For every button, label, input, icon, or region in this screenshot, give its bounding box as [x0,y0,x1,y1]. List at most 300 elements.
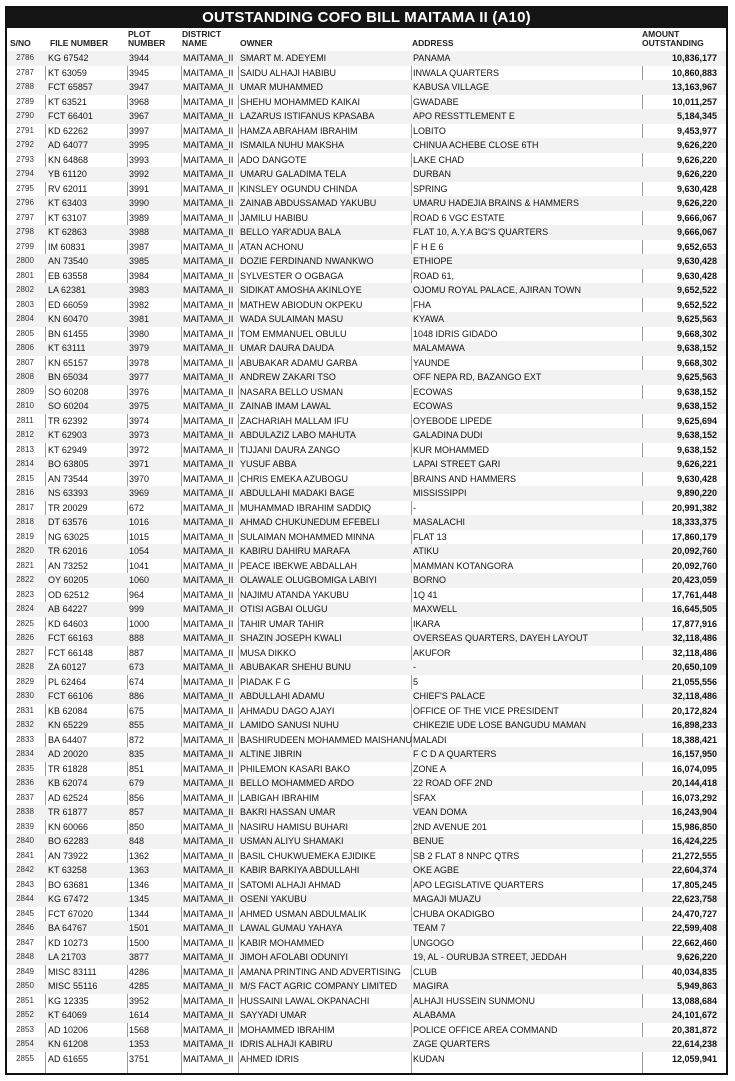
cell-owner: LAWAL GUMAU YAHAYA [240,923,343,933]
cell-file-number: AN 73540 [48,256,89,266]
cell-plot-number: 675 [129,705,145,716]
cell-amount-outstanding: 22,599,408 [671,923,717,933]
cell-address: LAPAI STREET GARI [413,459,501,469]
table-row [7,530,726,545]
cell-amount-outstanding: 9,626,220 [676,169,717,179]
table-row [7,399,726,414]
table-row [7,225,726,240]
cell-amount-outstanding: 9,666,067 [676,212,717,223]
cell-file-number: AB 64227 [48,604,88,614]
cell-district-name: MAITAMA_II [183,807,234,817]
cell-district-name: MAITAMA_II [183,53,234,63]
table-row [7,153,726,168]
cell-amount-outstanding: 9,626,220 [676,154,717,165]
cell-file-number: ZA 60127 [48,662,87,672]
table-row [7,1023,726,1038]
table-row [7,515,726,530]
cell-owner: AMANA PRINTING AND ADVERTISING [240,966,401,977]
header-district-line2: NAME [182,38,208,48]
cell-plot-number: 3984 [129,270,150,281]
table-row [7,631,726,646]
cell-amount-outstanding: 9,638,152 [676,444,717,455]
cell-serial-number: 2791 [16,125,34,135]
cell-address: BRAINS AND HAMMERS [413,473,517,484]
cell-plot-number: 1362 [129,850,150,861]
cell-amount-outstanding: 20,092,760 [671,560,717,571]
cell-district-name: MAITAMA_II [183,299,234,310]
cell-address: CHUBA OKADIGBO [413,908,495,919]
cell-plot-number: 3979 [129,343,150,353]
cell-district-name: MAITAMA_II [183,212,234,223]
cell-district-name: MAITAMA_II [183,560,234,571]
cell-serial-number: 2810 [16,401,34,410]
cell-district-name: MAITAMA_II [183,270,234,281]
cell-serial-number: 2843 [16,879,34,889]
cell-amount-outstanding: 9,453,977 [676,125,717,136]
cell-owner: HUSSAINI LAWAL OKPANACHI [240,995,370,1006]
cell-file-number: FCT 67020 [48,908,93,919]
cell-district-name: MAITAMA_II [183,1024,234,1035]
table-row [7,240,726,255]
cell-file-number: BO 62283 [48,836,89,846]
table-row [7,298,726,313]
cell-address: MASALACHI [413,517,466,527]
cell-address: PANAMA [413,53,451,63]
table-row [7,776,726,791]
cell-serial-number: 2854 [16,1039,34,1048]
cell-plot-number: 3968 [129,96,150,107]
cell-amount-outstanding: 5,184,345 [676,111,717,121]
table-row [7,617,726,632]
cell-amount-outstanding: 20,423,059 [671,575,717,585]
cell-address: YAUNDE [413,357,450,368]
table-row [7,457,726,472]
table-row [7,51,726,66]
cell-amount-outstanding: 9,630,428 [676,473,717,484]
cell-district-name: MAITAMA_II [183,705,234,716]
cell-address: BORNO [413,575,447,585]
cell-district-name: MAITAMA_II [183,415,234,426]
cell-owner: YUSUF ABBA [240,459,297,469]
cell-serial-number: 2794 [16,169,34,178]
cell-district-name: MAITAMA_II [183,734,234,745]
cell-owner: BASIL CHUKWUEMEKA EJIDIKE [240,850,376,861]
cell-amount-outstanding: 16,073,292 [671,792,717,803]
cell-address: 5 [413,676,419,687]
cell-amount-outstanding: 20,650,109 [671,662,717,672]
cell-address: VEAN DOMA [413,807,468,817]
cell-plot-number: 3967 [129,111,150,121]
header-amount [642,30,704,48]
cell-amount-outstanding: 9,630,428 [676,270,717,281]
cell-owner: BASHIRUDEEN MOHAMMED MAISHANU [240,734,412,745]
cell-district-name: MAITAMA_II [183,981,234,991]
cell-district-name: MAITAMA_II [183,937,234,948]
cell-serial-number: 2804 [16,314,34,323]
cell-serial-number: 2822 [16,575,34,584]
cell-plot-number: 835 [129,749,145,759]
cell-owner: BELLO YAR'ADUA BALA [240,227,341,237]
cell-amount-outstanding: 9,630,428 [676,256,717,266]
table-row [7,863,726,878]
cell-serial-number: 2800 [16,256,34,265]
cell-district-name: MAITAMA_II [183,140,234,150]
cell-file-number: KT 63521 [48,96,87,107]
cell-serial-number: 2838 [16,807,34,816]
cell-serial-number: 2841 [16,850,34,860]
cell-district-name: MAITAMA_II [183,386,234,397]
cell-serial-number: 2828 [16,662,34,671]
cell-file-number: FCT 66148 [48,647,93,658]
cell-file-number: AN 73252 [48,560,89,571]
cell-address: IKARA [413,618,441,629]
cell-plot-number: 1500 [129,937,150,948]
cell-file-number: MISC 55116 [48,981,98,991]
header-district-line1: DISTRICT [182,29,222,39]
header-file-number: FILE NUMBER [50,38,109,48]
cell-serial-number: 2802 [16,285,34,294]
header-plot [128,30,165,48]
cell-district-name: MAITAMA_II [183,749,234,759]
cell-file-number: TR 62016 [48,546,88,556]
cell-file-number: KN 61208 [48,1039,89,1049]
cell-file-number: KT 62863 [48,227,87,237]
cell-amount-outstanding: 9,638,152 [676,401,717,411]
cell-owner: ATAN ACHONU [240,241,304,252]
cell-address: SPRING [413,183,448,194]
cell-district-name: MAITAMA_II [183,691,234,701]
cell-plot-number: 1344 [129,908,150,919]
cell-amount-outstanding: 10,860,883 [671,67,717,78]
cell-serial-number: 2796 [16,198,34,207]
cell-owner: SULAIMAN MOHAMMED MINNA [240,531,375,542]
cell-file-number: SO 60204 [48,401,89,411]
cell-plot-number: 3945 [129,67,150,78]
cell-amount-outstanding: 9,625,563 [676,314,717,324]
table-row [7,254,726,269]
cell-address: SB 2 FLAT 8 NNPC QTRS [413,850,520,861]
cell-address: - [413,502,416,513]
cell-owner: SHAZIN JOSEPH KWALI [240,633,342,643]
table-row [7,747,726,762]
cell-serial-number: 2849 [16,966,34,976]
cell-file-number: MISC 83111 [48,966,97,977]
cell-plot-number: 679 [129,778,145,788]
cell-file-number: NG 63025 [48,531,90,542]
cell-serial-number: 2839 [16,821,34,831]
cell-file-number: FCT 66163 [48,633,93,643]
cell-amount-outstanding: 20,172,824 [671,705,717,716]
table-row [7,443,726,458]
cell-amount-outstanding: 9,638,152 [676,430,717,440]
cell-owner: JAMILU HABIBU [240,212,309,223]
cell-file-number: TR 61828 [48,763,88,774]
cell-district-name: MAITAMA_II [183,1010,234,1020]
cell-file-number: KD 64603 [48,618,89,629]
table-row [7,414,726,429]
cell-plot-number: 1000 [129,618,150,629]
cell-amount-outstanding: 10,011,257 [672,96,717,107]
cell-owner: ADO DANGOTE [240,154,307,165]
cell-plot-number: 1016 [129,517,150,527]
cell-serial-number: 2851 [16,995,34,1005]
cell-district-name: MAITAMA_II [183,67,234,78]
cell-serial-number: 2789 [16,96,34,106]
cell-plot-number: 3974 [129,415,150,426]
cell-owner: UMAR DAURA DAUDA [240,343,335,353]
cell-address: GWADABE [413,96,459,107]
cell-owner: AHMAD CHUKUNEDUM EFEBELI [240,517,380,527]
cell-file-number: AD 64077 [48,140,89,150]
cell-district-name: MAITAMA_II [183,183,234,194]
cell-serial-number: 2832 [16,720,34,729]
cell-owner: SATOMI ALHAJI AHMAD [240,879,341,890]
cell-owner: PHILEMON KASARI BAKO [240,763,351,774]
cell-file-number: NS 63393 [48,488,89,498]
cell-amount-outstanding: 22,614,238 [671,1039,717,1049]
cell-amount-outstanding: 13,088,684 [671,995,717,1006]
cell-address: MISSISSIPPI [413,488,467,498]
cell-serial-number: 2824 [16,604,34,613]
cell-address: CHINUA ACHEBE CLOSE 6TH [413,140,539,150]
cell-owner: CHRIS EMEKA AZUBOGU [240,473,349,484]
table-row [7,472,726,487]
cell-file-number: YB 61120 [48,169,87,179]
cell-address: ETHIOPE [413,256,453,266]
cell-address: OJOMU ROYAL PALACE, AJIRAN TOWN [413,285,582,295]
cell-owner: USMAN ALIYU SHAMAKI [240,836,344,846]
cell-district-name: MAITAMA_II [183,821,234,832]
cell-amount-outstanding: 9,626,221 [676,459,717,469]
cell-file-number: TR 62392 [48,415,88,426]
cell-district-name: MAITAMA_II [183,285,234,295]
cell-plot-number: 1345 [129,894,150,904]
cell-file-number: KN 60066 [48,821,89,832]
cell-serial-number: 2806 [16,343,34,352]
cell-owner: ZAINAB ABDUSSAMAD YAKUBU [240,198,377,208]
cell-serial-number: 2809 [16,386,34,396]
cell-address: APO LEGISLATIVE QUARTERS [413,879,544,890]
cell-owner: OLAWALE OLUGBOMIGA LABIYI [240,575,377,585]
cell-address: OYEBODE LIPEDE [413,415,493,426]
cell-plot-number: 4286 [129,966,150,977]
cell-file-number: KG 12335 [48,995,89,1006]
cell-amount-outstanding: 9,668,302 [676,357,717,368]
cell-serial-number: 2795 [16,183,34,193]
table-row [7,762,726,777]
cell-district-name: MAITAMA_II [183,908,234,919]
cell-file-number: IM 60831 [48,241,86,252]
cell-serial-number: 2830 [16,691,34,700]
table-row [7,109,726,124]
cell-owner: KABIR BARKIYA ABDULLAHI [240,865,360,875]
cell-file-number: KD 62262 [48,125,89,136]
cell-address: POLICE OFFICE AREA COMMAND [413,1024,558,1035]
cell-owner: KABIR MOHAMMED [240,937,325,948]
cell-plot-number: 3973 [129,430,150,440]
cell-serial-number: 2805 [16,328,34,338]
cell-serial-number: 2847 [16,937,34,947]
cell-district-name: MAITAMA_II [183,459,234,469]
cell-address: OFFICE OF THE VICE PRESIDENT [413,705,559,716]
cell-address: ALHAJI HUSSEIN SUNMONU [413,995,536,1006]
cell-serial-number: 2790 [16,111,34,120]
cell-district-name: MAITAMA_II [183,227,234,237]
header-plot-line2: NUMBER [128,38,166,48]
cell-plot-number: 888 [129,633,145,643]
cell-plot-number: 3982 [129,299,150,310]
cell-district-name: MAITAMA_II [183,589,234,600]
cell-amount-outstanding: 9,626,220 [676,198,717,208]
cell-address: ECOWAS [413,401,453,411]
cell-serial-number: 2855 [16,1053,34,1063]
cell-file-number: ED 66059 [48,299,89,310]
cell-amount-outstanding: 17,877,916 [671,618,717,629]
table-row [7,501,726,516]
cell-plot-number: 855 [129,720,145,730]
document-title: OUTSTANDING COFO BILL MAITAMA II (A10) [7,8,726,28]
cell-owner: IDRIS ALHAJI KABIRU [240,1039,333,1049]
cell-owner: NAJIMU ATANDA YAKUBU [240,589,349,600]
cell-owner: ANDREW ZAKARI TSO [240,372,336,382]
cell-owner: ZAINAB IMAM LAWAL [240,401,331,411]
cell-amount-outstanding: 32,118,486 [672,647,717,658]
cell-serial-number: 2818 [16,517,34,526]
cell-serial-number: 2842 [16,865,34,874]
cell-file-number: KT 62949 [48,444,87,455]
cell-file-number: TR 61877 [48,807,88,817]
table-row [7,907,726,922]
cell-plot-number: 1060 [129,575,150,585]
cell-plot-number: 3952 [129,995,150,1006]
cell-plot-number: 856 [129,792,145,803]
cell-amount-outstanding: 32,118,486 [672,633,717,643]
cell-amount-outstanding: 18,333,375 [671,517,717,527]
cell-serial-number: 2821 [16,560,34,570]
cell-serial-number: 2816 [16,488,34,497]
cell-owner: PIADAK F G [240,676,291,687]
cell-serial-number: 2833 [16,734,34,744]
cell-owner: ZACHARIAH MALLAM IFU [240,415,349,426]
cell-serial-number: 2792 [16,140,34,149]
cell-serial-number: 2819 [16,531,34,541]
cell-serial-number: 2823 [16,589,34,599]
cell-address: F C D A QUARTERS [413,749,497,759]
cell-plot-number: 4285 [129,981,150,991]
cell-owner: KINSLEY OGUNDU CHINDA [240,183,358,194]
cell-address: ZONE A [413,763,447,774]
cell-serial-number: 2853 [16,1024,34,1034]
cell-amount-outstanding: 9,626,220 [676,140,717,150]
cell-owner: WADA SULAIMAN MASU [240,314,344,324]
cell-owner: ABUBAKAR SHEHU BUNU [240,662,352,672]
cell-owner: MOHAMMED IBRAHIM [240,1024,335,1035]
cell-district-name: MAITAMA_II [183,357,234,368]
cell-district-name: MAITAMA_II [183,647,234,658]
cell-plot-number: 3969 [129,488,150,498]
header-district [182,30,221,48]
cell-file-number: KT 63107 [48,212,87,223]
table-row [7,559,726,574]
cell-owner: PEACE IBEKWE ABDALLAH [240,560,358,571]
cell-plot-number: 3980 [129,328,150,339]
cell-address: KUDAN [413,1053,445,1064]
cell-amount-outstanding: 9,638,152 [676,343,717,353]
cell-serial-number: 2786 [16,53,34,62]
cell-district-name: MAITAMA_II [183,546,234,556]
cell-district-name: MAITAMA_II [183,401,234,411]
cell-address: MAGIRA [413,981,449,991]
table-row [7,994,726,1009]
cell-amount-outstanding: 17,761,448 [671,589,717,600]
cell-serial-number: 2829 [16,676,34,686]
cell-serial-number: 2846 [16,923,34,932]
cell-address: 19, AL - OURUBJA STREET, JEDDAH [413,952,567,962]
cell-district-name: MAITAMA_II [183,430,234,440]
cell-plot-number: 3978 [129,357,150,368]
cell-amount-outstanding: 15,986,850 [671,821,717,832]
cell-plot-number: 848 [129,836,145,846]
cell-address: 2ND AVENUE 201 [413,821,487,832]
cell-serial-number: 2803 [16,299,34,309]
cell-amount-outstanding: 12,059,941 [671,1053,717,1064]
cell-amount-outstanding: 20,991,382 [671,502,717,513]
cell-amount-outstanding: 24,101,672 [671,1010,717,1020]
cell-district-name: MAITAMA_II [183,604,234,614]
cell-address: INWALA QUARTERS [413,67,500,78]
cell-plot-number: 872 [129,734,145,745]
cell-address: FLAT 13 [413,531,447,542]
cell-address: 1Q 41 [413,589,438,600]
cell-district-name: MAITAMA_II [183,676,234,687]
table-row [7,370,726,385]
table-row [7,573,726,588]
cell-district-name: MAITAMA_II [183,241,234,252]
cell-owner: NASIRU HAMISU BUHARI [240,821,349,832]
table-row [7,950,726,965]
cell-serial-number: 2814 [16,459,34,468]
cell-owner: MUSA DIKKO [240,647,297,658]
cell-plot-number: 3995 [129,140,150,150]
cell-amount-outstanding: 21,055,556 [671,676,717,687]
cell-address: ROAD 6 VGC ESTATE [413,212,505,223]
cell-amount-outstanding: 40,034,835 [671,966,717,977]
cell-serial-number: 2801 [16,270,34,280]
cell-owner: TIJJANI DAURA ZANGO [240,444,341,455]
cell-amount-outstanding: 20,144,418 [671,778,717,788]
cell-address: ATIKU [413,546,439,556]
cell-owner: JIMOH AFOLABI ODUNIYI [240,952,349,962]
table-row [7,936,726,951]
header-address: ADDRESS [412,38,454,48]
cell-district-name: MAITAMA_II [183,256,234,266]
cell-file-number: SO 60208 [48,386,89,397]
table-row [7,327,726,342]
cell-district-name: MAITAMA_II [183,517,234,527]
cell-file-number: KT 63059 [48,67,87,78]
cell-district-name: MAITAMA_II [183,850,234,861]
cell-district-name: MAITAMA_II [183,169,234,179]
cell-owner: SIDIKAT AMOSHA AKINLOYE [240,285,362,295]
cell-plot-number: 674 [129,676,145,687]
cell-file-number: KT 63111 [48,343,86,353]
table-row [7,1037,726,1052]
cell-address: CHIEF'S PALACE [413,691,486,701]
cell-plot-number: 3944 [129,53,150,63]
cell-district-name: MAITAMA_II [183,618,234,629]
cell-address: TEAM 7 [413,923,446,933]
cell-district-name: MAITAMA_II [183,792,234,803]
